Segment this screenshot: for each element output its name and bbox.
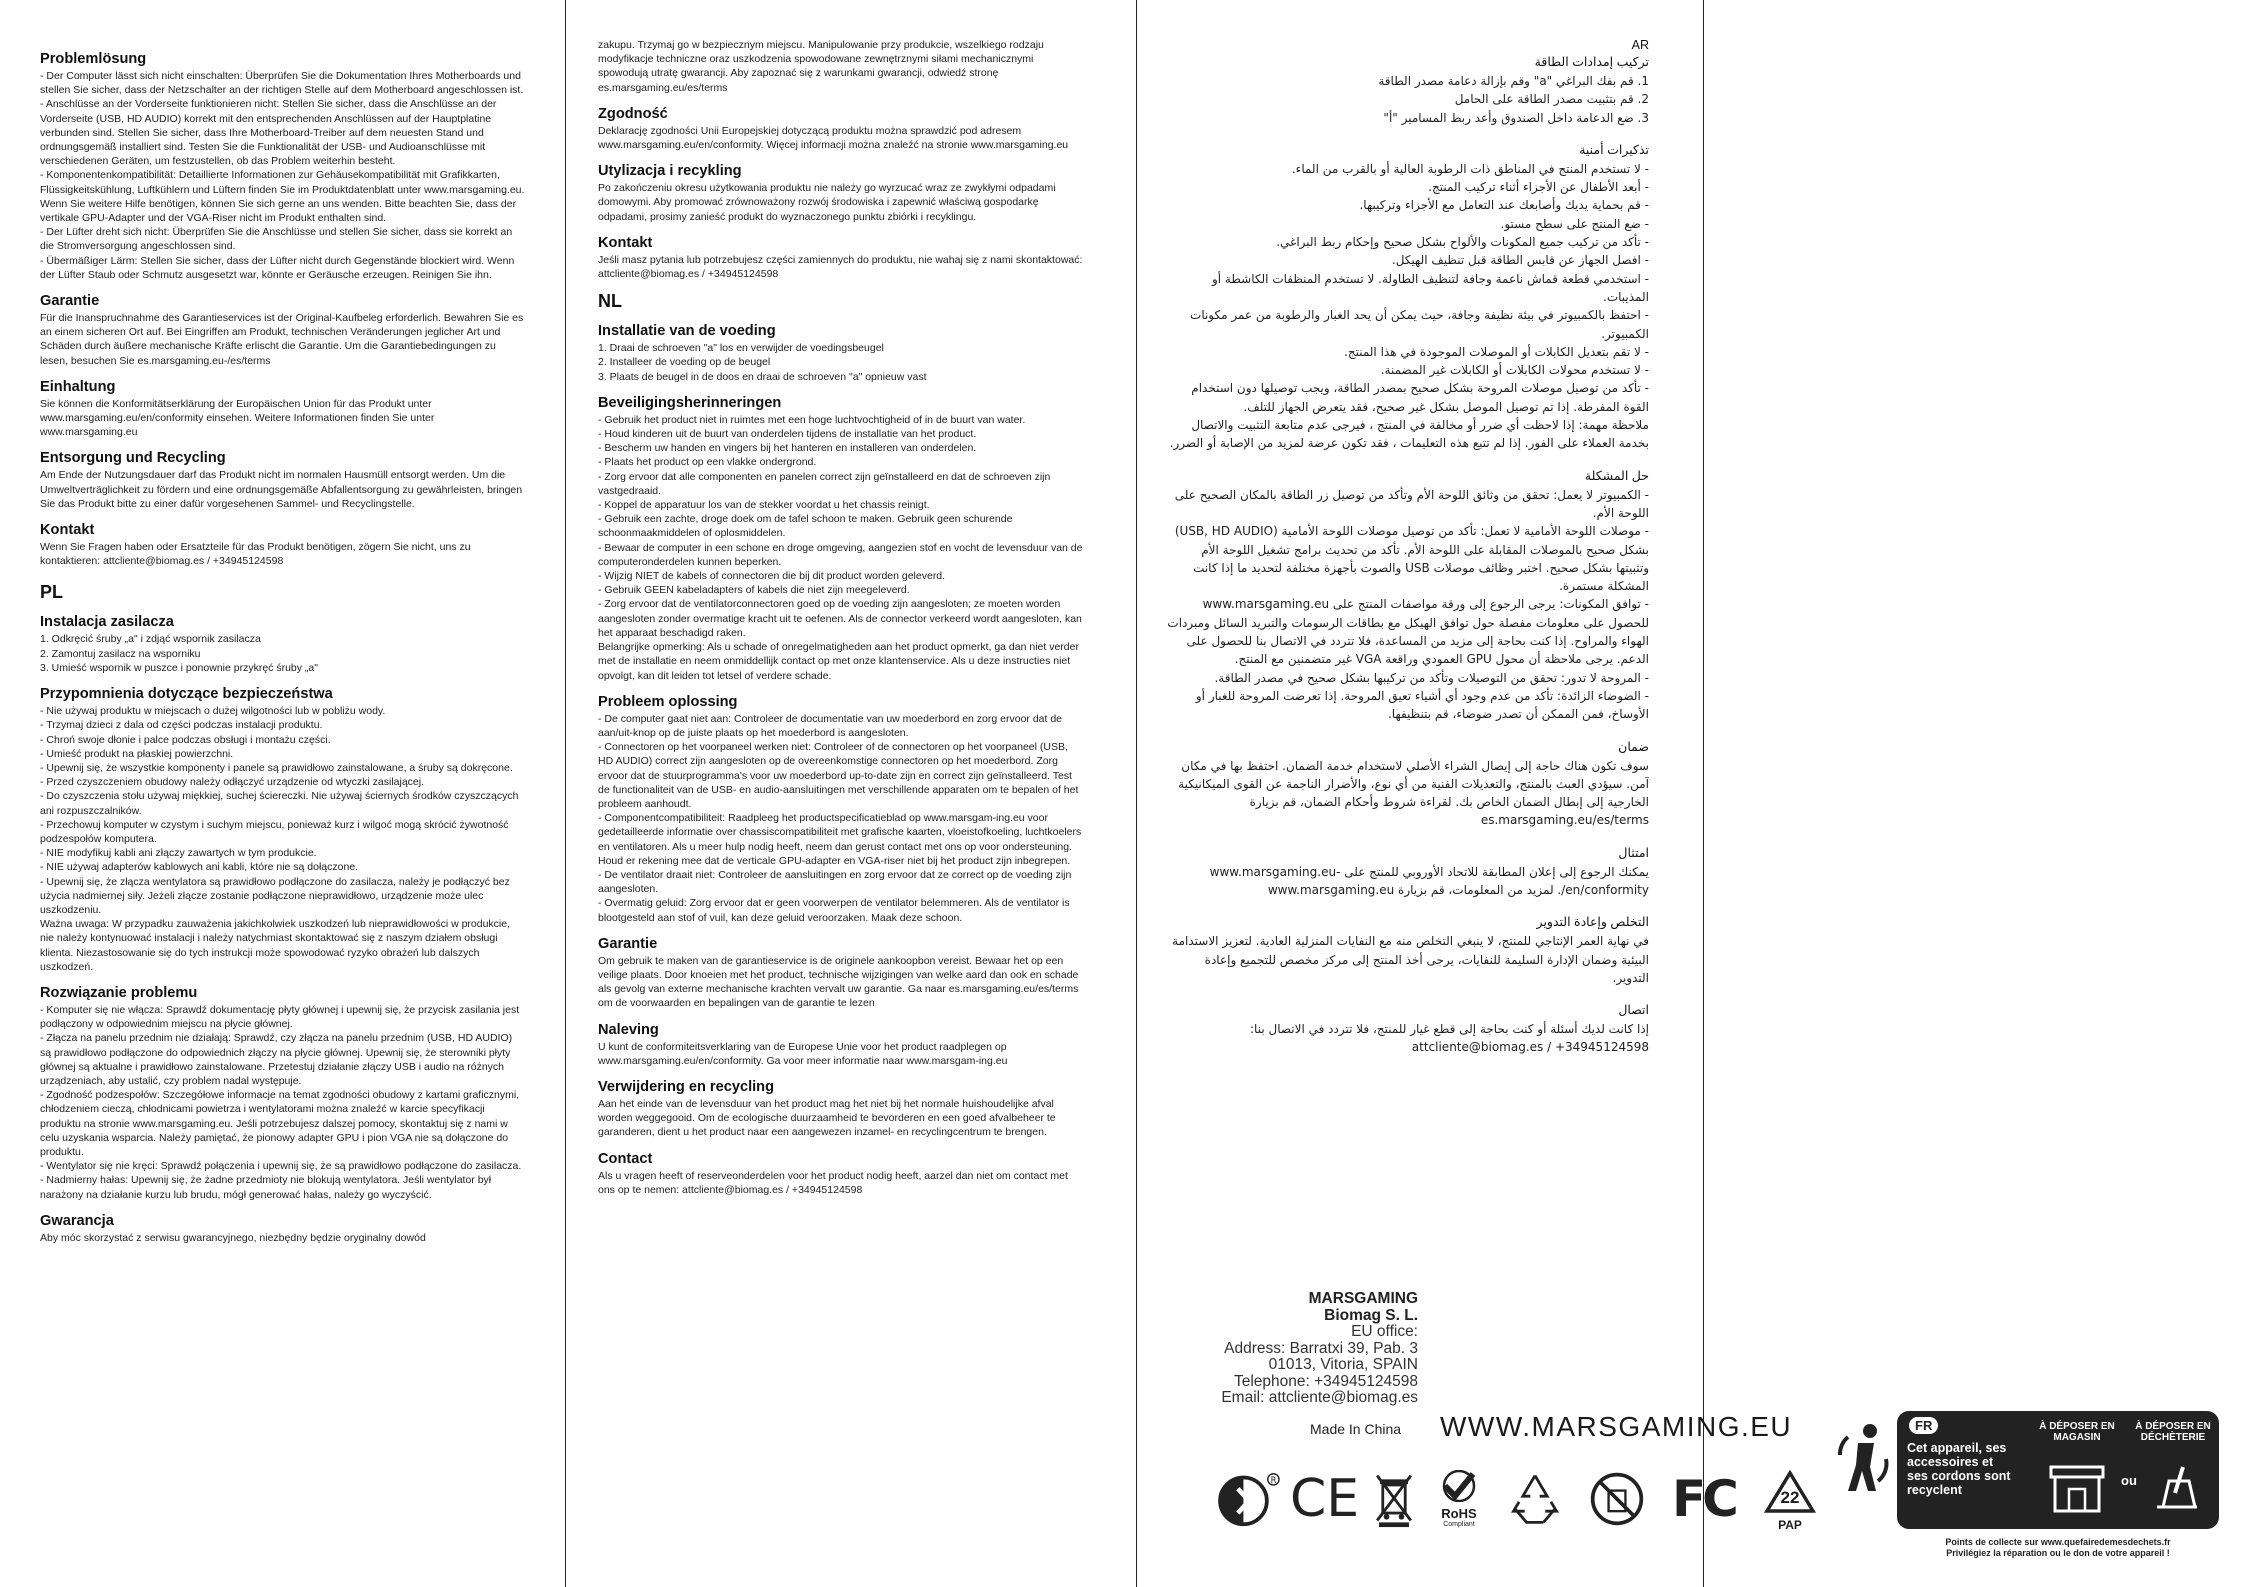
section bbox=[40, 292, 525, 368]
section-heading: Rozwiązanie problemu bbox=[40, 984, 198, 1001]
section-text: U kunt de conformiteitsverklaring van de Europese Unie voor het product raadplegen op www.marsgaming.eu/en/conformity. Ga voor meer informatie naar www.marsgam-ing.eu bbox=[598, 1040, 1008, 1067]
section-heading: Probleem oplossing bbox=[598, 693, 738, 710]
company-email: Email: attcliente@biomag.es bbox=[1221, 1389, 1418, 1406]
section-text: سوف تكون هناك حاجة إلى إيصال الشراء الأصلي لاستخدام خدمة الضمان. احتفظ بها في مكان آمن. سيؤدي العبث بالمنتج، والتعديلات الفنية من أي نوع، والأضرار الناجمة عن القوى الميكانيكية الخارجية إلى إبطال الضمان الخاص بك. لقراءة شروط وأحكام الضمان، قم بزيارة es.marsgaming.eu/es/terms bbox=[1178, 758, 1649, 828]
section bbox=[598, 38, 1084, 95]
triman-label bbox=[1830, 1409, 2220, 1569]
section-heading: Utylizacja i recykling bbox=[598, 163, 742, 180]
section bbox=[598, 1078, 1084, 1140]
section-text: Om gebruik te maken van de garantieservice is de originele aankoopbon vereist. Bewaar het op een veilige plaats. Door knoeien met het product, technische wijzigingen van welke aard dan ook en schade als gevolg van externe mechanische krachten vervalt uw garantie. Ga naar es.marsgaming.eu/es/terms om de voorwaarden en bepalingen van de garantie te lezen bbox=[598, 954, 1079, 1010]
section-text: يمكنك الرجوع إلى إعلان المطابقة للاتحاد الأوروبي للمنتج على -www.marsgaming.eu en/conformity/. لمزيد من المعلومات، قم بزيارة www.marsgaming.eu bbox=[1209, 864, 1649, 897]
section-heading: Garantie bbox=[598, 935, 658, 952]
section bbox=[598, 935, 1084, 1011]
section bbox=[1165, 142, 1649, 453]
section-heading: Zgodność bbox=[598, 105, 668, 122]
section-heading: التخلص وإعادة التدوير bbox=[1536, 915, 1649, 930]
triman-or: ou bbox=[2121, 1473, 2137, 1488]
rohs-sub-label: Compliant bbox=[1443, 1521, 1475, 1528]
section bbox=[598, 234, 1084, 281]
section-text: - الكمبيوتر لا يعمل: تحقق من وثائق اللوحة الأم وتأكد من توصيل زر الطاقة بالمكان الصحيح على اللوحة الأم. - موصلات اللوحة الأمامية لا تعمل: تأكد من توصيل موصلات اللوحة الأمامية (USB, HD AUDIO) بشكل صحيح بالموصلات المقابلة على اللوحة الأم. تأكد من تحديث برامج تشغيل اللوحة الأم وتثبيتها بشكل صحيح. اختبر وظائف موصلات USB والصوت بأجهزة مختلفة لتحديد ما إذا كانت المشكلة مستمرة. - توافق المكونات: يرجى الرجوع إلى ورقة مواصفات المنتج على www.marsgaming.eu للحصول على معلومات مفصلة حول توافق الهيكل مع بطاقات الرسومات والتبريد السائل ومبردات الهواء والمراوح. إذا كنت بحاجة إلى مزيد من المساعدة، فلا تتردد في الاتصال بنا للحصول على الدعم. يرجى ملاحظة أن محول GPU العمودي وراقعة VGA غير متضمنين مع المنتج. - المروحة لا تدور: تحقق من التوصيلات وتأكد من تركيبها بشكل صحيح في مصدر الطاقة. - الضوضاء الزائدة: تأكد من عدم وجود أي أشياء تعيق المروحة. إذا تعرضت المروحة للغبار أو الأوساخ، فمن الممكن أن تصدر ضوضاء، قم بتنظيفها. bbox=[1167, 487, 1649, 722]
section bbox=[1165, 468, 1649, 724]
section-heading: Einhaltung bbox=[40, 378, 116, 395]
made-in-label: Made In China bbox=[1310, 1421, 1402, 1437]
section-text: Für die Inanspruchnahme des Garantieservices ist der Original-Kaufbeleg erforderlich. Bewahren Sie es an einem sicheren Ort auf. Bei Eingriffen am Produkt, technischen Veränderungen jeglicher Art und Schäden durch äußere mechanische Kräfte erlischt die Garantie. Um die Garantiebedingungen zu lesen, besuchen Sie es.marsgaming.eu-/es/terms bbox=[40, 312, 524, 367]
section-heading: Gwarancja bbox=[40, 1212, 114, 1229]
section-heading: Kontakt bbox=[598, 234, 653, 251]
section-heading: امتثال bbox=[1618, 845, 1649, 860]
section-text: إذا كانت لديك أسئلة أو كنت بحاجة إلى قطع غيار للمنتج، فلا تتردد في الاتصال بنا: attcliente@biomag.es / +34945124598 bbox=[1250, 1022, 1649, 1055]
section-heading: Contact bbox=[598, 1150, 653, 1167]
section-text: Po zakończeniu okresu użytkowania produktu nie należy go wyrzucać wraz ze zwykłymi odpadami domowymi. Aby promować zrównoważony rozwój środowiska i zapewnić właściwą gospodarkę odpadami, prosimy zanieść produkt do wyznaczonego punktu zbiórki i recyklingu. bbox=[598, 182, 1056, 223]
section-text: - لا تستخدم المنتج في المناطق ذات الرطوبة العالية أو بالقرب من الماء. - أبعد الأطفال عن الأجزاء أثناء تركيب المنتج. - قم بحماية يديك وأصابعك عند التعامل مع الأجزاء وتركيبها. - ضع المنتج على سطح مستو. - تأكد من تركيب جميع المكونات والألواح بشكل صحيح وإحكام ربط البراغي. - افصل الجهاز عن قابس الطاقة قبل تنظيف الهيكل. - استخدمي قطعة قماش ناعمة وجافة لتنظيف الطاولة. لا تستخدم المنظفات الكاشطة أو المذيبات. - احتفظ بالكمبيوتر في بيئة نظيفة وجافة، حيث يمكن أن يحد الغبار والرطوبة من عمر مكونات الكمبيوتر. - لا تقم بتعديل الكابلات أو الموصلات الموجودة في هذا المنتج. - لا تستخدم محولات الكابلات أو الكابلات غير المضمنة. - تأكد من توصيل موصلات المروحة بشكل صحيح بمصدر الطاقة، ويجب توصيلها دون استخدام القوة المفرطة. إذا تم توصيل الموصل بشكل غير صحيح، فقد يتعرض الجهاز للتلف. ملاحظة مهمة: إذا لاحظت أي ضرر أو مخالفة في المنتج ، فيرجى عدم متابعة التثبيت والاتصال بخدمة العملاء على الفور. إذا لم تتبع هذه التعليمات ، فقد تكون عرضة لمزيد من الإصابة أو الضرر. bbox=[1169, 161, 1649, 451]
fcc-mark: FC bbox=[1672, 1470, 1735, 1528]
section-heading: حل المشكلة bbox=[1584, 468, 1649, 483]
section-heading: Verwijdering en recycling bbox=[598, 1078, 775, 1095]
triman-label-dump: À DÉPOSER EN DÉCHÈTERIE bbox=[2135, 1421, 2211, 1443]
section-text: Aan het einde van de levensduur van het product mag het niet bij het normale huishoudelijke afval worden weggegooid. Om de ecologische duurzaamheid te bevorderen en een goed afvalbeheer te garanderen, dient u het product naar een aangewezen inzamel- en recyclingcentrum te brengen. bbox=[598, 1097, 1056, 1139]
section bbox=[1165, 739, 1649, 830]
section-text: Aby móc skorzystać z serwisu gwarancyjnego, niezbędny będzie oryginalny dowód bbox=[40, 1231, 426, 1244]
company-info bbox=[1160, 1291, 1418, 1407]
store-icon bbox=[2047, 1463, 2107, 1515]
company-brand: MARSGAMING bbox=[1308, 1290, 1418, 1307]
fold-line-1 bbox=[565, 0, 566, 1587]
section-heading: Entsorgung und Recycling bbox=[40, 450, 226, 467]
section bbox=[598, 394, 1084, 683]
svg-text:R: R bbox=[1270, 1475, 1277, 1486]
recycle-code-material: PAP bbox=[1778, 1518, 1802, 1532]
section-heading: Instalacja zasilacza bbox=[40, 614, 174, 631]
section-text: Wenn Sie Fragen haben oder Ersatzteile für das Produkt benötigen, zögern Sie nicht, uns zu kontaktieren: attcliente@biomag.es / +34945124598 bbox=[40, 541, 471, 568]
section bbox=[598, 105, 1084, 152]
language-label-pl: PL bbox=[40, 582, 64, 603]
section bbox=[40, 984, 525, 1202]
company-city: 01013, Vitoria, SPAIN bbox=[1268, 1356, 1418, 1373]
section-heading: Kontakt bbox=[40, 522, 95, 539]
polish-continued-sections bbox=[598, 38, 1084, 281]
section-text: 1. قم بفك البراغي "a" وقم بإزالة دعامة مصدر الطاقة 2. قم بتثبيت مصدر الطاقة على الحامل 3. ضع الدعامة داخل الصندوق وأعد ربط المسامير "أ" bbox=[1378, 74, 1649, 125]
section bbox=[40, 50, 525, 282]
section bbox=[40, 378, 525, 440]
section-text: Als u vragen heeft of reserveonderdelen voor het product nodig heeft, aarzel dan niet om contact met ons op te nemen: attcliente@biomag.es / +34945124598 bbox=[598, 1169, 1068, 1196]
german-sections bbox=[40, 50, 525, 568]
section bbox=[598, 162, 1084, 224]
section bbox=[1165, 1002, 1649, 1057]
section-heading: Problemlösung bbox=[40, 51, 147, 67]
recycle-code-number: 22 bbox=[1780, 1488, 1800, 1507]
section bbox=[598, 693, 1084, 925]
section bbox=[1165, 845, 1649, 900]
dump-icon bbox=[2147, 1463, 2207, 1515]
section-text: Am Ende der Nutzungsdauer darf das Produkt nicht im normalen Hausmüll entsorgt werden. Um die Umweltverträglichkeit zu fördern und eine ordnungsgemäße Abfallentsorgung zu gewährleisten, bringen Sie das Produkt bitte zu einer dafür vorgesehenen Sammel- und Recyclingstelle. bbox=[40, 469, 523, 510]
section-text: - Gebruik het product niet in ruimtes met een hoge luchtvochtigheid of in de buurt van water. - Houd kinderen uit de buurt van onderdelen tijdens de installatie van het product. - Bescherm uw handen en vingers bij het hanteren en installeren van onderdelen. - Plaats het product op een vlakke ondergrond. - Zorg ervoor dat alle componenten en panelen correct zijn geïnstalleerd en dat de schroeven zijn vastgedraaid. - Koppel de apparatuur los van de stekker voordat u het chassis reinigt. - Gebruik een zachte, droge doek om de tafel schoon te maken. Gebruik geen schurende schoonmaakmiddelen of oplosmiddelen. - Bewaar de computer in een schone en droge omgeving, aangezien stof en vocht de levensduur van de computeronderdelen kunnen beperken. - Wijzig NIET de kabels of connectoren die bij dit product worden geleverd. - Gebruik GEEN kabeladapters of kabels die niet zijn meegeleverd. - Zorg ervoor dat de ventilatorconnectoren goed op de voeding zijn aangesloten; ze moeten worden aangesloten zonder overmatige kracht uit te oefenen. Als de connector verkeerd wordt aangesloten, kan het apparaat beschadigd raken. Belangrijke opmerking: Als u schade of onregelmatigheden aan het product opmerkt, ga dan niet verder met de installatie en neem onmiddellijk contact op met onze klantenservice. Als u deze instructies niet opvolgt, kan dit leiden tot letsel of verdere schade. bbox=[598, 413, 1083, 682]
triman-person-icon bbox=[1830, 1419, 1894, 1499]
rohs-mark bbox=[1432, 1470, 1486, 1528]
section-heading: تركيب إمدادات الطاقة bbox=[1534, 55, 1649, 69]
section-text: Deklarację zgodności Unii Europejskiej dotyczącą produktu można sprawdzić pod adresem www.marsgaming.eu/en/conformity. Więcej informacji można znaleźć na stronie www.marsgaming.eu bbox=[598, 124, 1069, 152]
dutch-sections bbox=[598, 322, 1084, 1197]
section-text: - Nie używaj produktu w miejscach o dużej wilgotności lub w pobliżu wody. - Trzymaj dzieci z dala od części podczas instalacji produktu. - Chroń swoje dłonie i palce podczas obsługi i montażu części. - Umieść produkt na płaskiej powierzchni. - Upewnij się, że wszystkie komponenty i panele są prawidłowo zainstalowane, a śruby są dokręcone. - Przed czyszczeniem obudowy należy odłączyć urządzenie od wtyczki zasilającej. - Do czyszczenia stołu używaj miękkiej, suchej ściereczki. Nie używaj ściernych środków czyszczących ani rozpuszczalników. - Przechowuj komputer w czystym i suchym miejscu, ponieważ kurz i wilgoć mogą skrócić żywotność podzespołów komputera. - NIE modyfikuj kabli ani złączy zawartych w tym produkcie. - NIE używaj adapterów kablowych ani kabli, które nie są dołączone. - Upewnij się, że złącza wentylatora są prawidłowo podłączone do zasilacza, należy je podłączyć bez użycia nadmiernej siły. Jeżeli złącze zostanie podłączone nieprawidłowo, urządzenie może ulec uszkodzeniu. Ważna uwaga: W przypadku zauważenia jakichkolwiek uszkodzeń lub nieprawidłowości w produkcie, nie należy kontynuować instalacji i należy natychmiast skontaktować się z naszym działem obsługi klienta. Niezastosowanie się do tych instrukcji może spowodować ryzyko obrażeń lub dalszych uszkodzeń. bbox=[40, 705, 519, 973]
section-heading: ضمان bbox=[1618, 739, 1649, 754]
section-text: 1. Odkręcić śruby „a" i zdjąć wspornik zasilacza 2. Zamontuj zasilacz na wsporniku 3. Umieść wspornik w puszce i ponownie przykręć śruby „a" bbox=[40, 633, 318, 674]
section-heading: Installatie van de voeding bbox=[598, 323, 776, 340]
section-text: Jeśli masz pytania lub potrzebujesz części zamiennych do produktu, nie wahaj się z nami skontaktować: attcliente@biomag.es / +34945124598 bbox=[598, 253, 1083, 281]
section-heading: Garantie bbox=[40, 293, 100, 310]
section-heading: Przypomnienia dotyczące bezpieczeństwa bbox=[40, 686, 333, 703]
section bbox=[40, 1212, 525, 1245]
section bbox=[598, 1021, 1084, 1068]
section-text: - Der Computer lässt sich nicht einschalten: Überprüfen Sie die Dokumentation Ihres Motherboards und stellen Sie sicher, dass der Netzschalter an der richtigen Stelle auf dem Motherboard angeschlossen ist. - Anschlüsse an der Vorderseite funktionieren nicht: Stellen Sie sicher, dass die Anschlüsse an der Vorderseite (USB, HD AUDIO) korrekt mit den entsprechenden Anschlüssen auf der Hauptplatine verbunden sind. Stellen Sie sicher, dass Ihre Motherboard-Treiber auf dem neuesten Stand und ordnungsgemäß installiert sind. Testen Sie die Funktionalität der USB- und Audioanschlüsse mit verschiedenen Geräten, um festzustellen, ob das Problem weiterhin besteht. - Komponentenkompatibilität: Detaillierte Informationen zur Gehäusekompatibilität mit Grafikkarten, Flüssigkeitskühlung, Luftkühlern und Lüftern finden Sie im Produktdatenblatt unter www.marsgaming.eu. Wenn Sie weitere Hilfe benötigen, können Sie sich gerne an uns wenden. Bitte beachten Sie, dass der vertikale GPU-Adapter und der VGA-Riser nicht im Produkt enthalten sind. - Der Lüfter dreht sich nicht: Überprüfen Sie die Anschlüsse und stellen Sie sicher, dass sie korrekt an die Stromversorgung angeschlossen sind. - Übermäßiger Lärm: Stellen Sie sicher, dass der Lüfter nicht durch Gegenstände blockiert wird. Wenn der Lüfter Staub oder Schmutz ausgesetzt war, könnte er Geräusche erzeugen. Reinigen Sie ihn. bbox=[40, 70, 525, 281]
column-polish-dutch bbox=[598, 38, 1084, 1578]
section-heading: اتصال bbox=[1618, 1003, 1649, 1018]
section bbox=[1165, 54, 1649, 127]
recycle-code-mark bbox=[1762, 1470, 1818, 1532]
section bbox=[598, 1150, 1084, 1197]
fold-line-2 bbox=[1136, 0, 1137, 1587]
section bbox=[598, 322, 1084, 384]
recycle-icon bbox=[1504, 1470, 1566, 1528]
section bbox=[1165, 914, 1649, 987]
section bbox=[40, 449, 525, 511]
fold-line-3 bbox=[1703, 0, 1704, 1587]
section-text: Sie können die Konformitätserklärung der Europäischen Union für das Produkt unter www.marsgaming.eu/en/conformity einsehen. Weitere Informationen finden Sie unter www.marsgaming.eu bbox=[40, 397, 435, 439]
website-url: WWW.MARSGAMING.EU bbox=[1440, 1411, 1793, 1442]
triman-label-store: À DÉPOSER EN MAGASIN bbox=[2039, 1421, 2115, 1443]
triman-box bbox=[1897, 1411, 2219, 1529]
section-heading: Naleving bbox=[598, 1021, 659, 1038]
triman-footer: Points de collecte sur www.quefairedemesdechets.fr Privilégiez la réparation ou le don de votre appareil ! bbox=[1945, 1537, 2171, 1558]
section bbox=[40, 685, 525, 974]
section-heading: تذكيرات أمنية bbox=[1579, 142, 1649, 157]
polish-sections bbox=[40, 613, 525, 1245]
rohs-check-icon bbox=[1439, 1470, 1479, 1502]
section bbox=[40, 613, 525, 675]
ce-mark: CE bbox=[1290, 1469, 1360, 1529]
triman-text: Cet appareil, ses accessoires et ses cordons sont recyclent bbox=[1907, 1441, 2011, 1497]
section-heading: Beveiligingsherinneringen bbox=[598, 394, 782, 411]
section-text: 1. Draai de schroeven "a" los en verwijder de voedingsbeugel 2. Installeer de voeding op de beugel 3. Plaats de beugel in de doos en draai de schroeven "a" opnieuw vast bbox=[598, 342, 927, 383]
weee-bin-icon bbox=[1372, 1470, 1416, 1528]
rohs-label: RoHS bbox=[1441, 1506, 1477, 1521]
section-text: في نهاية العمر الإنتاجي للمنتج، لا ينبغي التخلص منه مع النفايات المنزلية العادية. لتعزيز الاستدامة البيئية وضمان الإدارة السليمة للنفايات، يرجى أخذ المنتج إلى مركز مخصص للتجميع وإعادة التدوير. bbox=[1172, 934, 1649, 985]
column-german-polish bbox=[40, 50, 525, 1580]
section-text: - Komputer się nie włącza: Sprawdź dokumentację płyty głównej i upewnij się, że przycisk zasilania jest podłączony w odpowiednim miejscu na płycie głównej. - Złącza na panelu przednim nie działają: Sprawdź, czy złącza na panelu przednim (USB, HD AUDIO) są prawidłowo podłączone do odpowiednich złączy na płycie głównej. Upewnij się, że sterowniki płyty głównej są aktualne i prawidłowo zainstalowane. Przetestuj działanie złączy USB i audio na różnych urządzeniach, aby ustalić, czy problem nadal występuje. - Zgodność podzespołów: Szczegółowe informacje na temat zgodności obudowy z kartami graficznymi, chłodzeniem cieczą, chłodnicami powietrza i wentylatorami można znaleźć w karcie specyfikacji produktu na stronie www.marsgaming.eu. Jeśli potrzebujesz dalszej pomocy, skontaktuj się z nami w celu uzyskania wsparcia. Należy pamiętać, że pionowy adapter GPU i pion VGA nie są dołączone do produktu. - Wentylator się nie kręci: Sprawdź połączenia i upewnij się, że są prawidłowo podłączone do zasilacza. - Nadmierny hałas: Upewnij się, że żadne przedmioty nie blokują wentylatora. Jeśli wentylator był narażony na działanie kurzu lub brudu, mógł generować hałas, należy go wyczyścić. bbox=[40, 1003, 522, 1201]
column-arabic bbox=[1165, 38, 1649, 1278]
green-dot-icon bbox=[1215, 1470, 1285, 1528]
company-office: EU office: bbox=[1351, 1323, 1418, 1340]
triman-country: FR bbox=[1909, 1417, 1938, 1434]
arabic-sections bbox=[1165, 54, 1649, 1057]
language-label-nl: NL bbox=[598, 291, 622, 312]
section bbox=[40, 521, 525, 568]
language-label-ar: AR bbox=[1631, 38, 1649, 52]
company-name: Biomag S. L. bbox=[1324, 1306, 1418, 1324]
company-address: Address: Barratxi 39, Pab. 3 bbox=[1224, 1339, 1418, 1357]
section-text: zakupu. Trzymaj go w bezpiecznym miejscu. Manipulowanie przy produkcie, wszelkiego rodzaju modyfikacje techniczne oraz uszkodzenia spowodowane zewnętrznymi siłami mechanicznymi spowodują utratę gwarancji. Aby zapoznać się z warunkami gwarancji, odwiedź stronę es.marsgaming.eu/es/terms bbox=[598, 39, 1044, 94]
company-telephone: Telephone: +34945124598 bbox=[1233, 1372, 1418, 1390]
section-text: - De computer gaat niet aan: Controleer de documentatie van uw moederbord en zorg ervoor dat de aan/uit-knop op de juiste plaats op het moederbord is aangesloten. - Connectoren op het voorpaneel werken niet: Controleer of de connectoren op het voorpaneel (USB, HD AUDIO) correct zijn aangesloten op de overeenkomstige connectoren op het moederbord. Zorg ervoor dat de stuurprogramma's voor uw moederbord up-to-date zijn en correct zijn geïnstalleerd. Test de functionaliteit van de USB- en audio-aansluitingen met verschillende apparaten om te bepalen of het probleem aanhoudt. - Componentcompatibiliteit: Raadpleeg het productspecificatieblad op www.marsgam-ing.eu voor gedetailleerde informatie over chassiscompatibiliteit met grafische kaarten, vloeistofkoeling, luchtkoelers en ventilatoren. Als u meer hulp nodig heeft, neem dan gerust contact met ons op voor ondersteuning. Houd er rekening mee dat de verticale GPU-adapter en VGA-riser niet bij het product zijn inbegrepen. - De ventilator draait niet: Controleer de aansluitingen en zorg ervoor dat ze correct op de voeding zijn aangesloten. - Overmatig geluid: Zorg ervoor dat er geen voorwerpen de ventilator belemmeren. Als de ventilator is blootgesteld aan stof of vuil, kan deze geluid veroorzaken. Maak deze schoon. bbox=[598, 712, 1082, 924]
no-disposal-icon bbox=[1586, 1470, 1648, 1528]
